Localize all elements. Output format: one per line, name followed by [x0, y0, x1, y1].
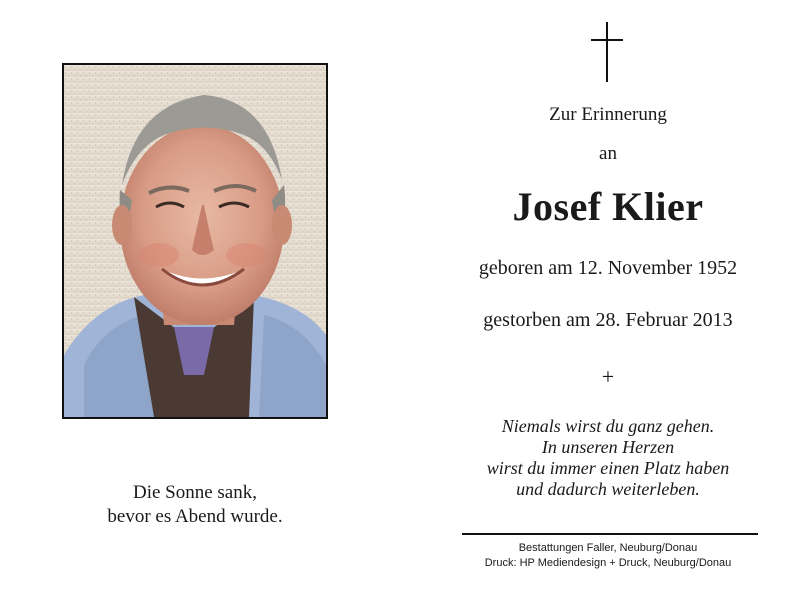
poem-line-1: Niemals wirst du ganz gehen.: [501, 416, 715, 436]
cross-icon: [591, 22, 623, 82]
credits: [440, 541, 776, 571]
deceased-name: Josef Klier: [512, 184, 704, 229]
credits-line-1: Bestattungen Faller, Neuburg/Donau: [518, 542, 698, 554]
intro-line-2: an: [599, 143, 617, 164]
portrait-image: [64, 65, 326, 417]
memorial-poem: [440, 416, 776, 500]
portrait-photo: [62, 63, 328, 419]
left-verse-line-1: Die Sonne sank,: [132, 482, 257, 503]
plus-separator: +: [601, 364, 615, 389]
credits-line-2: Druck: HP Mediendesign + Druck, Neuburg/Donau: [484, 557, 732, 569]
intro-line-1: Zur Erinnerung: [549, 104, 667, 125]
death-date: gestorben am 28. Februar 2013: [483, 309, 733, 331]
birth-date: geboren am 12. November 1952: [478, 257, 738, 279]
left-verse-line-2: bevor es Abend wurde.: [107, 506, 283, 527]
poem-line-3: wirst du immer einen Platz haben: [486, 458, 730, 478]
credits-divider: [462, 533, 758, 535]
poem-line-4: und dadurch weiterleben.: [516, 479, 700, 499]
left-verse: [62, 481, 328, 529]
poem-line-2: In unseren Herzen: [541, 437, 675, 457]
